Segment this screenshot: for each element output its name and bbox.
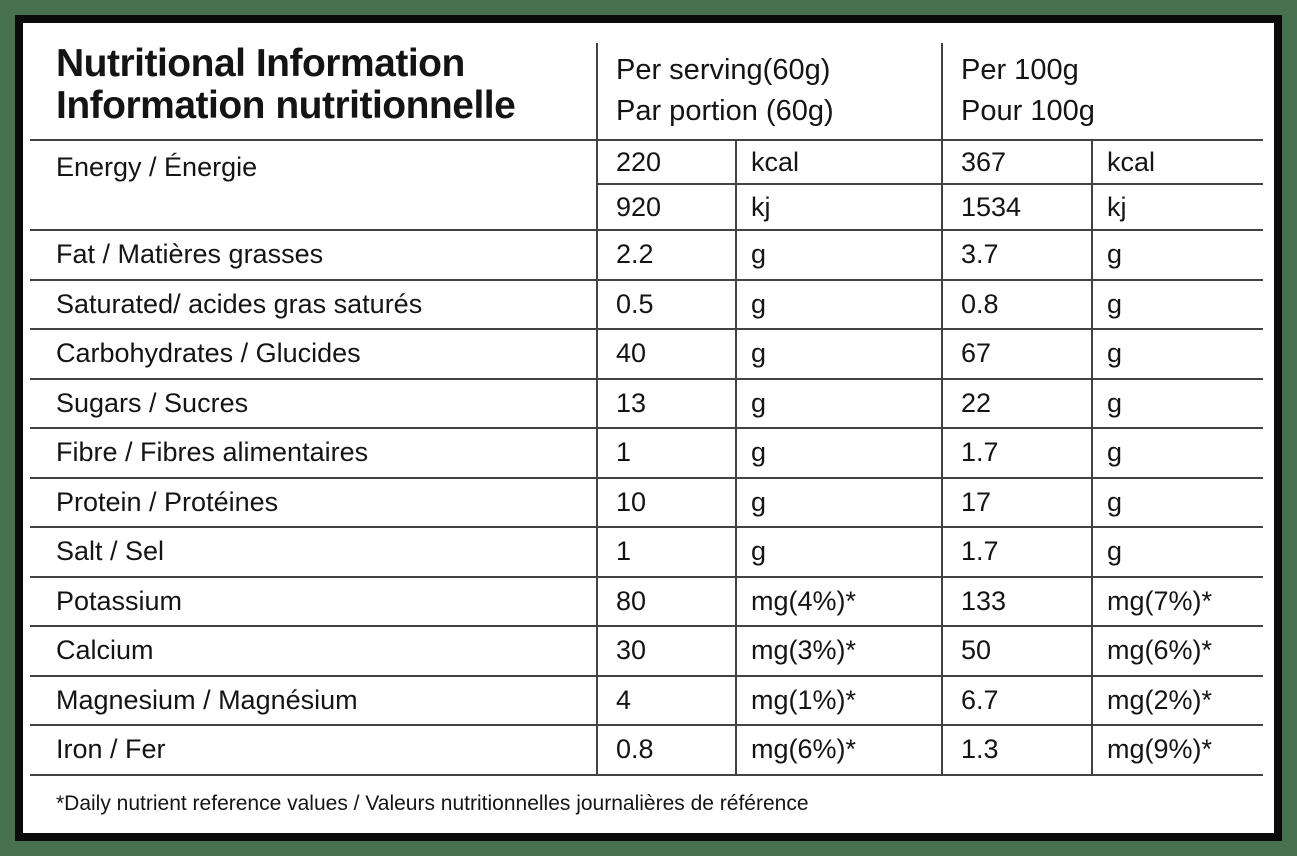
serving-unit: g <box>737 380 943 428</box>
table-row-salt <box>30 528 1263 578</box>
per100-unit: g <box>1107 239 1123 270</box>
per100-unit: kcal <box>1107 146 1156 177</box>
per100-unit: mg(9%)* <box>1107 734 1213 765</box>
table-row-magnesium <box>30 677 1263 727</box>
title-french: Information nutritionnelle <box>56 84 516 127</box>
row-label: Saturated/ acides gras saturés <box>30 281 598 329</box>
serving-unit: mg(6%)* <box>737 726 943 774</box>
serving-value: 920 <box>598 185 737 229</box>
per100-unit: g <box>1107 338 1123 369</box>
row-label: Energy / Énergie <box>30 141 598 229</box>
serving-unit: mg(4%)* <box>737 578 943 626</box>
row-label: Calcium <box>30 627 598 675</box>
per100-value: 3.7 <box>943 231 1093 279</box>
per100-unit: g <box>1107 437 1123 468</box>
table-row-carbohydrates <box>30 330 1263 380</box>
table-header-row <box>30 23 1263 141</box>
per100-unit: g <box>1107 387 1123 418</box>
energy-subrow-kcal <box>598 141 1263 185</box>
row-label: Potassium <box>30 578 598 626</box>
serving-value: 220 <box>598 141 737 183</box>
row-label: Iron / Fer <box>30 726 598 774</box>
energy-subrow-kj <box>598 185 1263 229</box>
energy-values-block <box>598 141 1263 229</box>
column-header-per-serving <box>598 23 943 139</box>
table-row-calcium <box>30 627 1263 677</box>
row-label: Magnesium / Magnésium <box>30 677 598 725</box>
per100-value: 1.3 <box>943 726 1093 774</box>
serving-value: 4 <box>598 677 737 725</box>
row-label: Carbohydrates / Glucides <box>30 330 598 378</box>
per100-value: 1.7 <box>943 528 1093 576</box>
row-label: Salt / Sel <box>30 528 598 576</box>
per100-value: 17 <box>943 479 1093 527</box>
serving-unit: g <box>737 281 943 329</box>
serving-unit: mg(3%)* <box>737 627 943 675</box>
table-row-protein <box>30 479 1263 529</box>
serving-value: 1 <box>598 429 737 477</box>
table-row-energy <box>30 141 1263 231</box>
serving-unit: g <box>737 528 943 576</box>
row-label: Fat / Matières grasses <box>30 231 598 279</box>
table-row-sugars <box>30 380 1263 430</box>
per100-value: 50 <box>943 627 1093 675</box>
serving-value: 1 <box>598 528 737 576</box>
serving-unit: g <box>737 231 943 279</box>
table-row-iron <box>30 726 1263 776</box>
per100-unit: g <box>1107 288 1123 319</box>
per-serving-english: Per serving(60g) <box>616 54 831 86</box>
per-100g-french: Pour 100g <box>961 95 1095 127</box>
footnote: *Daily nutrient reference values / Valeurs nutritionnelles journalières de référence <box>56 792 809 815</box>
per100-value: 22 <box>943 380 1093 428</box>
serving-value: 2.2 <box>598 231 737 279</box>
per100-unit: g <box>1107 536 1123 567</box>
serving-unit: mg(1%)* <box>737 677 943 725</box>
serving-value: 0.5 <box>598 281 737 329</box>
per100-value: 0.8 <box>943 281 1093 329</box>
nutrition-label-panel <box>15 15 1282 841</box>
table-row-fat <box>30 231 1263 281</box>
column-header-per-100g <box>943 23 1263 139</box>
per100-value: 133 <box>943 578 1093 626</box>
serving-unit: kj <box>737 185 943 229</box>
table-row-potassium <box>30 578 1263 628</box>
per100-value: 67 <box>943 330 1093 378</box>
row-label: Fibre / Fibres alimentaires <box>30 429 598 477</box>
row-label: Protein / Protéines <box>30 479 598 527</box>
serving-value: 40 <box>598 330 737 378</box>
serving-value: 10 <box>598 479 737 527</box>
serving-unit: g <box>737 479 943 527</box>
per100-unit: mg(7%)* <box>1107 585 1213 616</box>
per100-value: 6.7 <box>943 677 1093 725</box>
per100-value: 1.7 <box>943 429 1093 477</box>
per100-unit: kj <box>1107 191 1127 222</box>
per100-value: 1534 <box>943 185 1093 229</box>
table-row-saturated <box>30 281 1263 331</box>
row-label: Sugars / Sucres <box>30 380 598 428</box>
serving-value: 30 <box>598 627 737 675</box>
per100-unit: mg(6%)* <box>1107 635 1213 666</box>
table-row-fibre <box>30 429 1263 479</box>
per100-unit: g <box>1107 486 1123 517</box>
per100-value: 367 <box>943 141 1093 183</box>
serving-unit: kcal <box>737 141 943 183</box>
serving-value: 0.8 <box>598 726 737 774</box>
title-english: Nutritional Information <box>56 42 465 85</box>
serving-value: 80 <box>598 578 737 626</box>
serving-value: 13 <box>598 380 737 428</box>
per-serving-french: Par portion (60g) <box>616 95 834 127</box>
serving-unit: g <box>737 429 943 477</box>
per100-unit: mg(2%)* <box>1107 684 1213 715</box>
table-title-cell <box>30 23 598 139</box>
per-100g-english: Per 100g <box>961 54 1079 86</box>
serving-unit: g <box>737 330 943 378</box>
nutrition-table <box>30 23 1263 833</box>
